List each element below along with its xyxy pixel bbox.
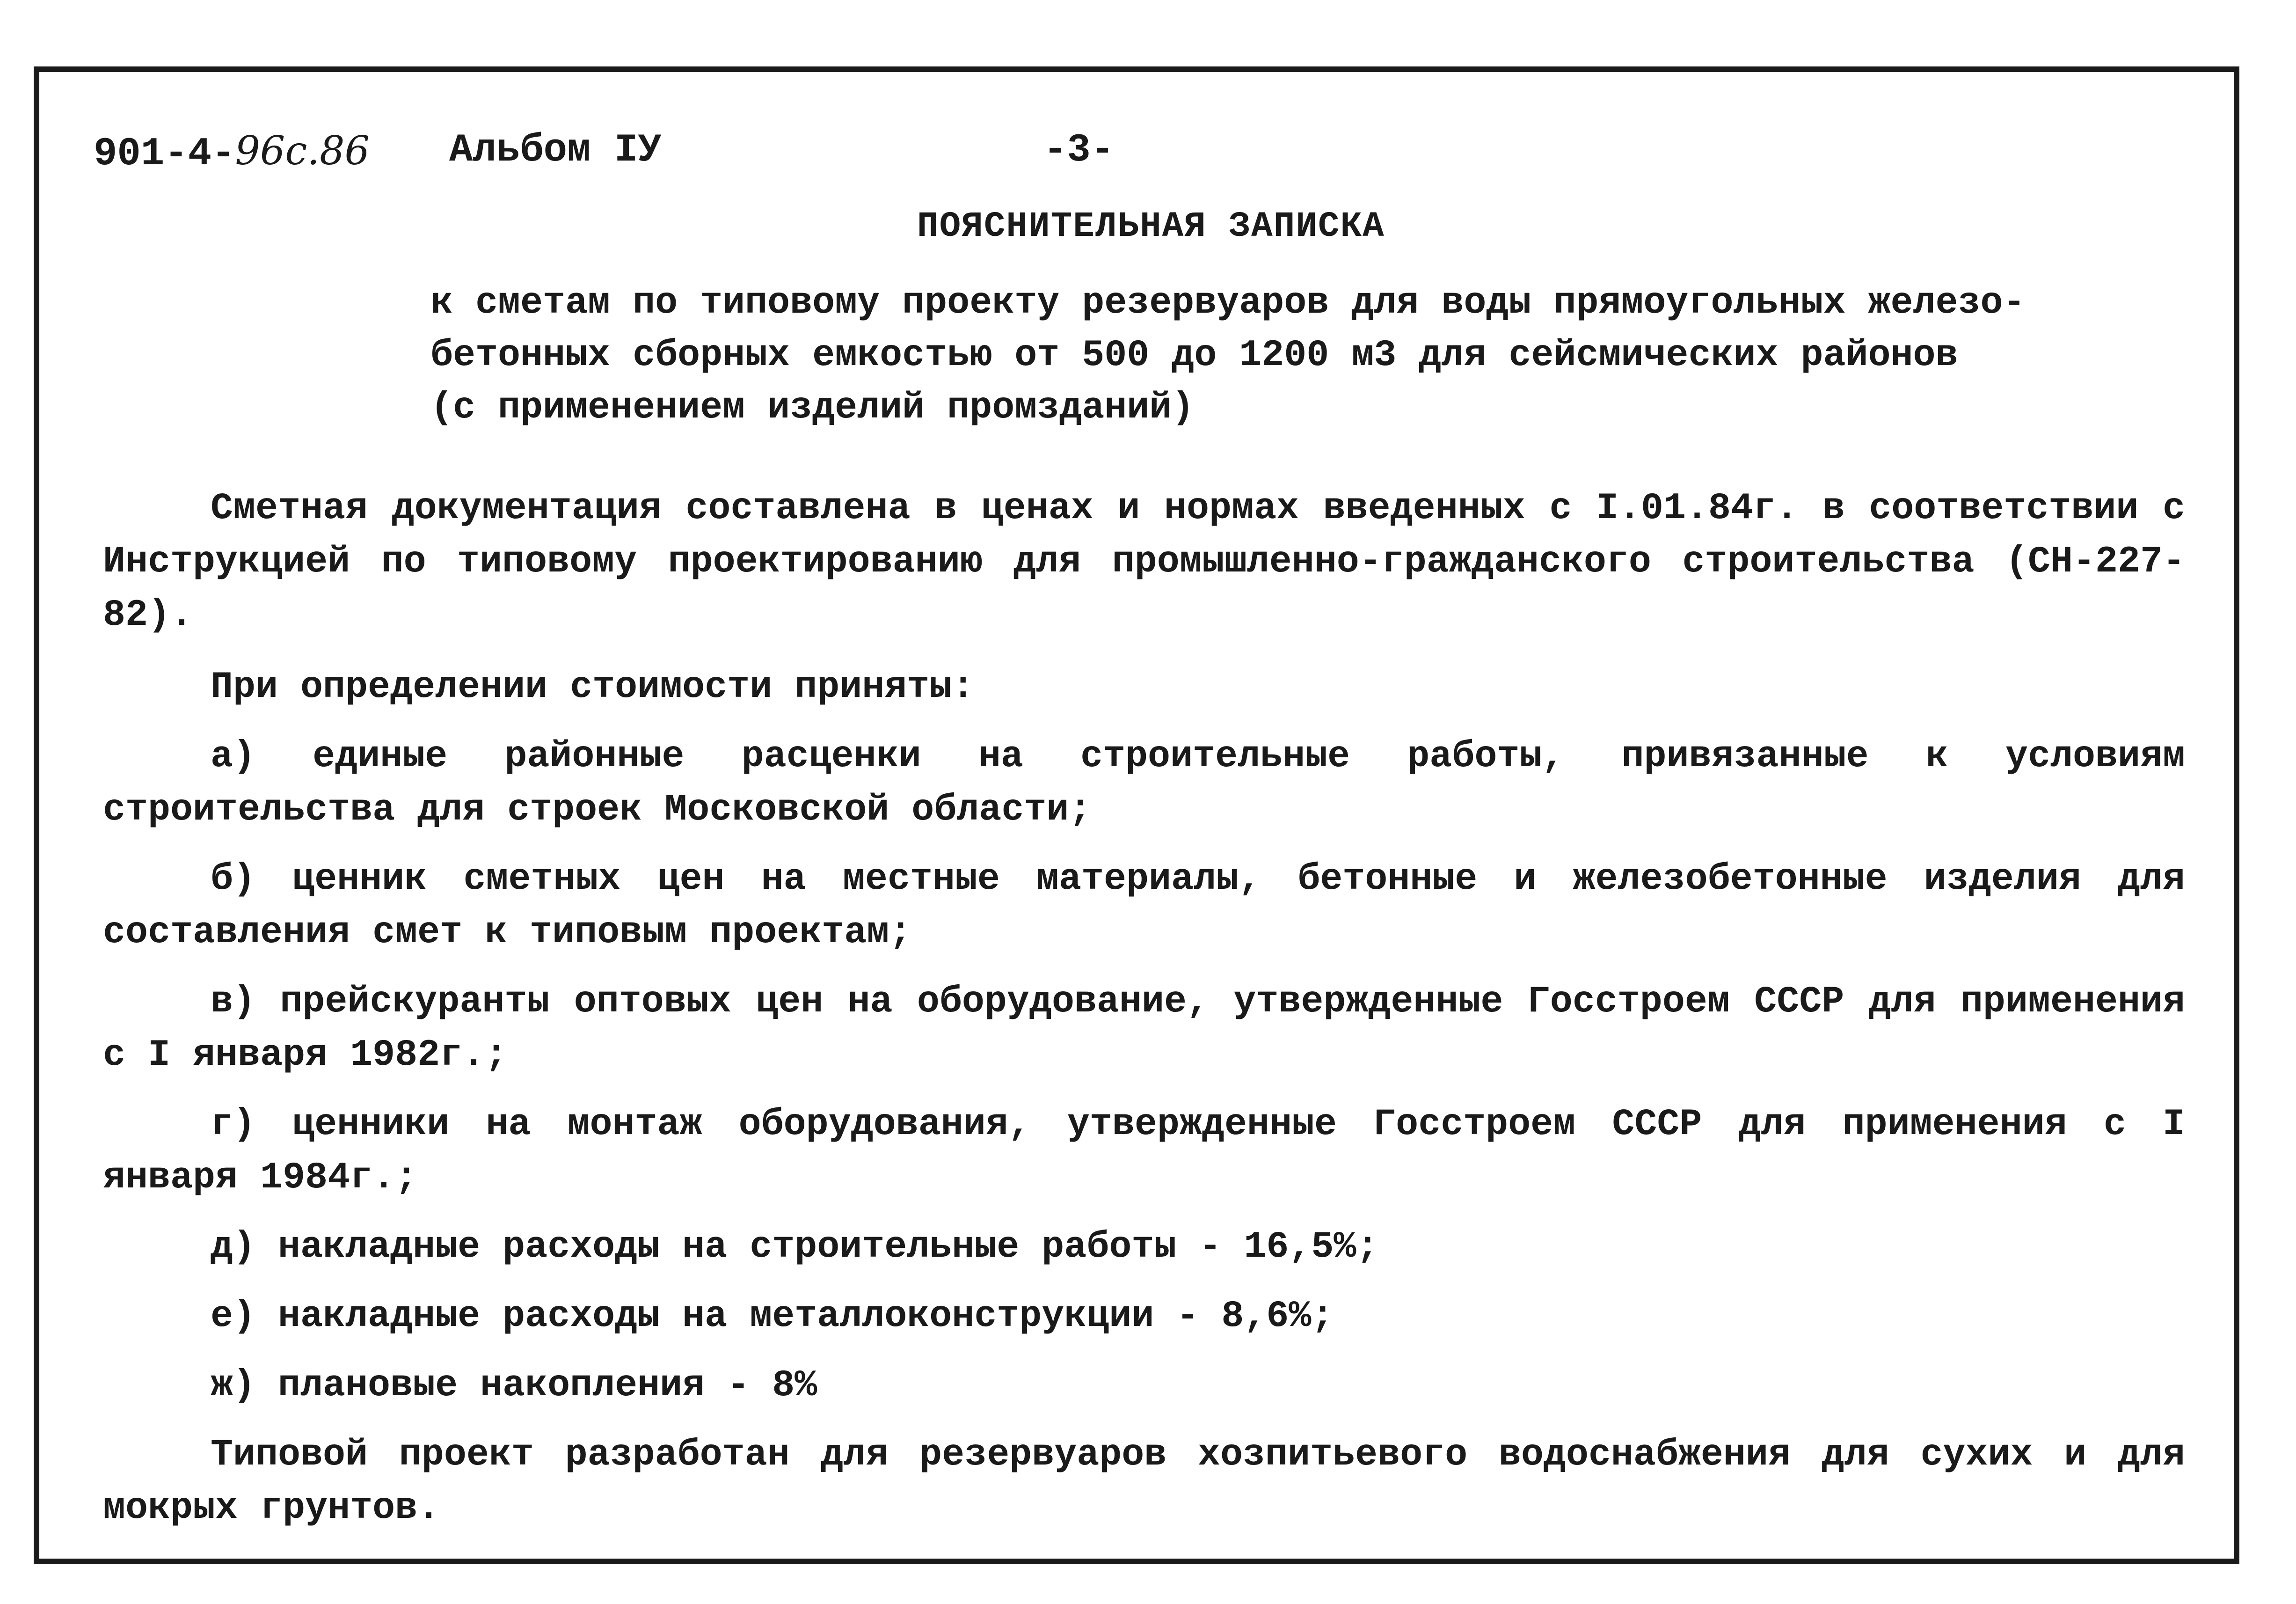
list-item-b: б) ценник сметных цен на местные материалы, бетонные и железобетонные изделия для составления смет к типовым проектам; <box>103 858 2185 954</box>
list-item-v: в) прейскуранты оптовых цен на оборудование, утвержденные Госстроем СССР для применения с I января 1982г.; <box>103 981 2185 1077</box>
document-code <box>94 128 370 176</box>
document-code-handwritten: 96с.86 <box>235 128 370 174</box>
album-label: Альбом IУ <box>449 128 662 173</box>
document-title: ПОЯСНИТЕЛЬНАЯ ЗАПИСКА <box>917 206 1385 247</box>
list-item-zh: ж) плановые накопления - 8% <box>211 1364 817 1407</box>
page-number: -3- <box>1043 128 1115 173</box>
paragraph-intro: Сметная документация составлена в ценах и нормах введенных с I.01.84г. в соответствии с Инструкцией по типовому проектированию для промышленно-гражданского строительства (СН-227-82). <box>103 487 2185 637</box>
document-body <box>103 482 2185 1551</box>
list-item-d: д) накладные расходы на строительные работы - 16,5%; <box>211 1226 1379 1268</box>
list-item-g: г) ценники на монтаж оборудования, утвержденные Госстроем СССР для применения с I января 1984г.; <box>103 1103 2185 1199</box>
subtitle-line: бетонных сборных емкостью от 500 до 1200 м3 для сейсмических районов <box>430 334 1958 377</box>
list-item-a: а) единые районные расценки на строительные работы, привязанные к условиям строительства для строек Московской области; <box>103 735 2185 831</box>
subtitle-line: (с применением изделий промзданий) <box>430 387 1195 429</box>
document-subtitle <box>430 277 2068 434</box>
list-item-e: е) накладные расходы на металлоконструкции - 8,6%; <box>211 1295 1334 1338</box>
paragraph-list-heading: При определении стоимости приняты: <box>211 666 975 709</box>
paragraph-closing: Типовой проект разработан для резервуаров хозпитьевого водоснабжения для сухих и для мокрых грунтов. <box>103 1434 2185 1530</box>
subtitle-line: к сметам по типовому проекту резервуаров для воды прямоугольных железо- <box>430 282 2026 324</box>
document-code-printed: 901-4- <box>94 132 235 176</box>
